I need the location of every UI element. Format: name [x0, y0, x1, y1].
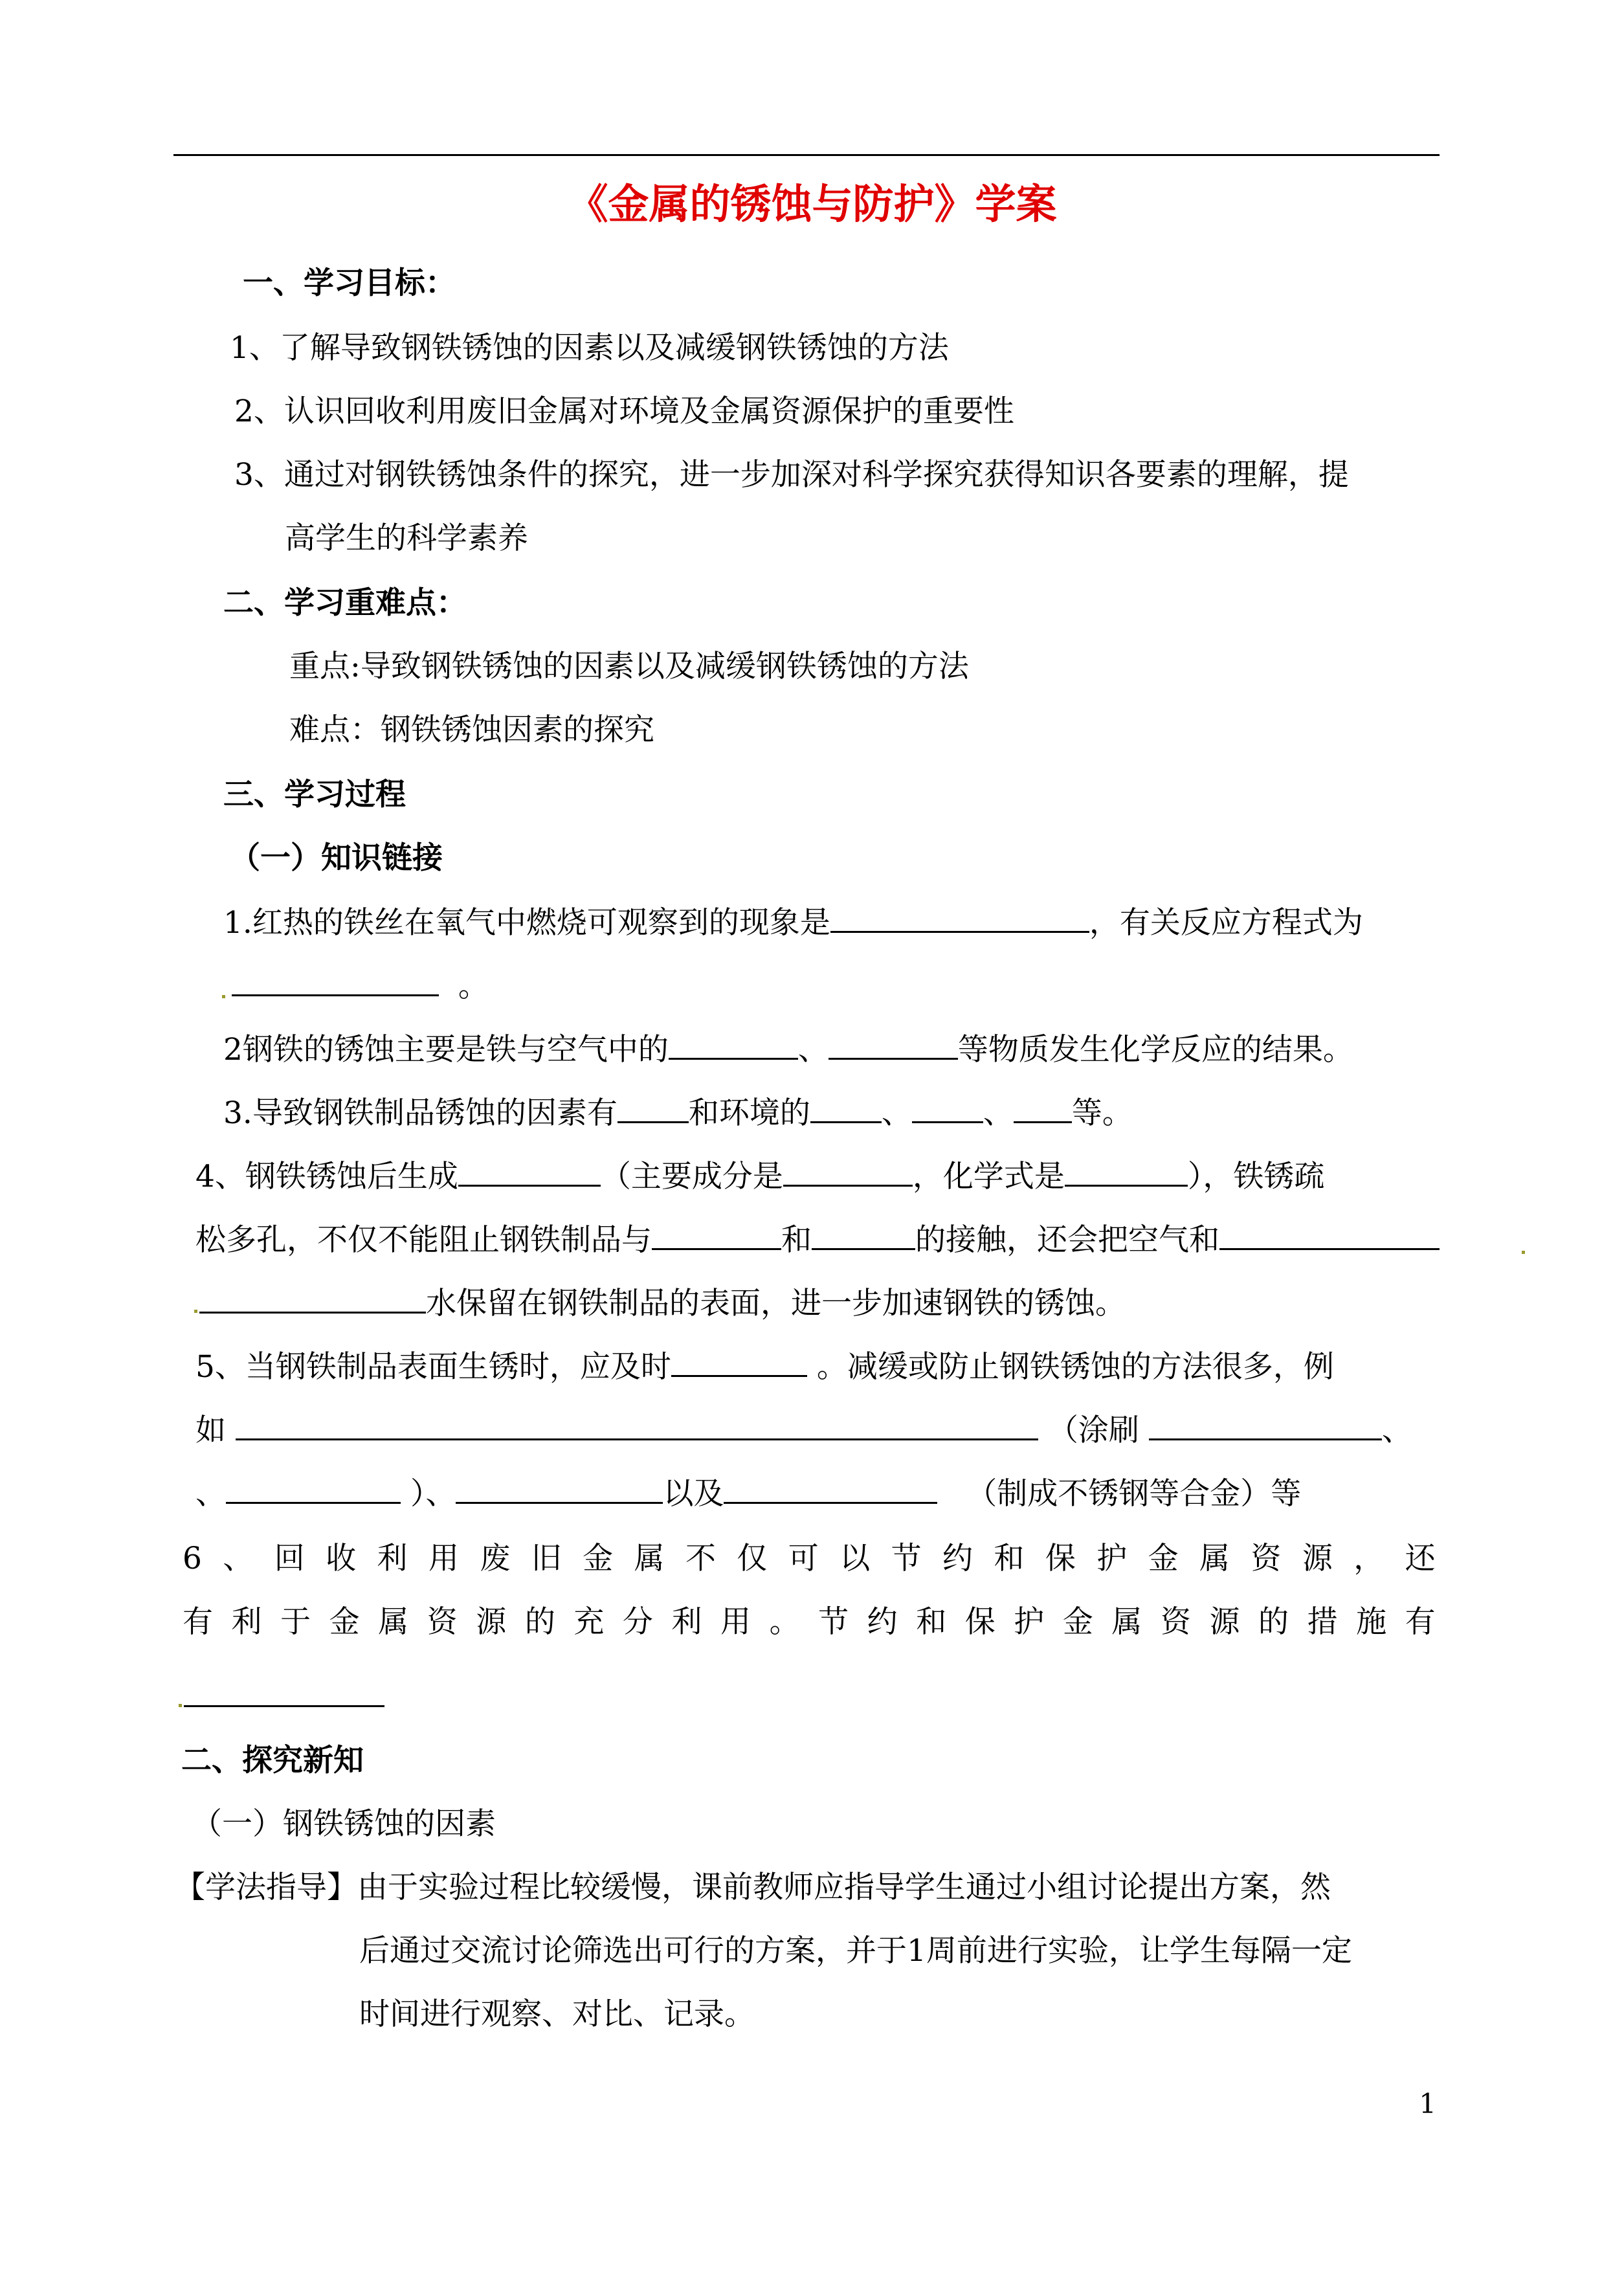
- question-6-char: 保: [1045, 1541, 1076, 1576]
- question-5-sep-2: 、: [195, 1476, 226, 1512]
- study-guide-text-3: 时间进行观察、对比、记录。: [359, 1997, 755, 2032]
- marker-dot: [1522, 1251, 1525, 1254]
- question-6-char: 收: [326, 1541, 357, 1576]
- answer-blank[interactable]: [456, 1473, 663, 1504]
- answer-blank[interactable]: [617, 1093, 689, 1123]
- marker-dot: [194, 1310, 197, 1313]
- section-heading-process: 三、学习过程: [223, 777, 406, 812]
- question-6-char: 资: [427, 1604, 458, 1640]
- answer-blank[interactable]: [226, 1473, 401, 1504]
- question-3-text-2: 和环境的: [688, 1095, 810, 1131]
- answer-blank[interactable]: [912, 1093, 983, 1123]
- question-4-text-2: （主要成分是: [600, 1159, 783, 1194]
- question-6-char: 废: [480, 1541, 511, 1576]
- question-5-line-2: [195, 1410, 1412, 1450]
- question-2: [223, 1029, 1353, 1069]
- question-6-char: 6: [183, 1541, 202, 1576]
- difficult-point: 难点：钢铁锈蚀因素的探究: [289, 712, 654, 748]
- question-6-char: ，: [1353, 1541, 1385, 1576]
- goal-item-2: 2、认识回收利用废旧金属对环境及金属资源保护的重要性: [234, 394, 1014, 429]
- section-heading-key-points: 二、学习重难点：: [223, 585, 467, 621]
- answer-blank[interactable]: [1014, 1093, 1072, 1123]
- question-6-char: 以: [840, 1541, 871, 1576]
- question-5-text-3: 如: [195, 1413, 226, 1448]
- marker-dot: [179, 1704, 182, 1707]
- question-6-char: 仅: [737, 1541, 768, 1576]
- question-6-char: 不: [685, 1541, 716, 1576]
- question-4-text-7: 的接触，还会把空气和: [915, 1222, 1219, 1258]
- question-6-char: 旧: [531, 1541, 562, 1576]
- answer-blank[interactable]: [184, 1677, 384, 1707]
- question-6-char: 利: [671, 1604, 702, 1640]
- question-6-char: 属: [634, 1541, 665, 1576]
- question-2-text-2: 等物质发生化学反应的结果。: [957, 1032, 1353, 1068]
- question-1-line-2: [232, 966, 489, 1006]
- question-4: [195, 1156, 1324, 1196]
- study-guide-text-2: 后通过交流讨论筛选出可行的方案，并于1周前进行实验，让学生每隔一定: [359, 1933, 1352, 1969]
- question-6-char: 保: [964, 1604, 996, 1640]
- answer-blank[interactable]: [1149, 1410, 1382, 1440]
- question-1: [223, 902, 1363, 943]
- question-6-char: 资: [1160, 1604, 1191, 1640]
- question-6-char: 护: [1096, 1541, 1128, 1576]
- question-6-char: 可: [788, 1541, 819, 1576]
- section-heading-goals: 一、学习目标：: [243, 265, 456, 301]
- question-6-char: 分: [622, 1604, 653, 1640]
- question-6-char: 的: [524, 1604, 555, 1640]
- question-1-text-2: ，有关反应方程式为: [1089, 905, 1363, 941]
- goal-item-3: 3、通过对钢铁锈蚀条件的探究，进一步加深对科学探究获得知识各要素的理解，提: [234, 457, 1349, 493]
- answer-blank[interactable]: [830, 902, 1089, 933]
- question-4-text-4: ），铁锈疏: [1187, 1159, 1325, 1194]
- question-3-sep-2: 、: [983, 1095, 1014, 1131]
- answer-blank[interactable]: [232, 966, 439, 996]
- question-6-char: 源: [1302, 1541, 1333, 1576]
- question-3: [223, 1093, 1133, 1133]
- question-6-char: 、: [223, 1541, 254, 1576]
- goal-item-1: 1、了解导致钢铁锈蚀的因素以及减缓钢铁锈蚀的方法: [230, 330, 949, 366]
- answer-blank[interactable]: [1065, 1156, 1188, 1187]
- question-5: [195, 1347, 1334, 1387]
- question-4-line-2: [195, 1220, 1440, 1260]
- question-6-char: 回: [274, 1541, 305, 1576]
- page-number: 1: [1419, 2088, 1436, 2120]
- study-guide-label: 【学法指导】: [175, 1870, 357, 1905]
- question-1-end: 。: [458, 968, 489, 1004]
- question-4-text-6: 和: [781, 1222, 812, 1258]
- question-6-char: 和: [916, 1604, 947, 1640]
- question-6-char: 充: [573, 1604, 605, 1640]
- question-6-char: 节: [818, 1604, 849, 1640]
- question-6-char: 还: [1405, 1541, 1436, 1576]
- question-5-text-5: ）、: [410, 1476, 456, 1512]
- question-6-char: 于: [280, 1604, 311, 1640]
- answer-blank[interactable]: [199, 1283, 426, 1314]
- question-6-line-2: [183, 1603, 1436, 1642]
- question-6-char: 的: [1258, 1604, 1289, 1640]
- question-5-text-7: （制成不锈钢等合金）等: [966, 1476, 1302, 1512]
- question-3-text: 3.导致钢铁制品锈蚀的因素有: [223, 1095, 617, 1131]
- question-4-text-3: ，化学式是: [912, 1159, 1065, 1194]
- question-6-char: 属: [1199, 1541, 1230, 1576]
- question-5-text-6: 以及: [663, 1476, 724, 1512]
- question-6-char: 金: [329, 1604, 360, 1640]
- key-point: 重点:导致钢铁锈蚀的因素以及减缓钢铁锈蚀的方法: [289, 649, 969, 684]
- question-6-line-3: [184, 1677, 384, 1717]
- answer-blank[interactable]: [829, 1029, 958, 1060]
- section-heading-explore: 二、探究新知: [181, 1743, 364, 1778]
- question-6-char: 和: [994, 1541, 1025, 1576]
- question-6-char: 施: [1356, 1604, 1387, 1640]
- document-title: 《金属的锈蚀与防护》学案: [567, 181, 1057, 228]
- answer-blank[interactable]: [652, 1220, 781, 1250]
- subsection-rust-factors: （一）钢铁锈蚀的因素: [192, 1806, 496, 1842]
- question-3-sep: 、: [881, 1095, 912, 1131]
- answer-blank[interactable]: [812, 1220, 915, 1250]
- question-6-char: 源: [476, 1604, 507, 1640]
- question-4-text-8: 水保留在钢铁制品的表面，进一步加速钢铁的锈蚀。: [426, 1286, 1126, 1321]
- question-6-line-1: [183, 1539, 1436, 1578]
- question-3-end: 等。: [1071, 1095, 1133, 1131]
- answer-blank[interactable]: [669, 1029, 798, 1060]
- question-6-char: 。: [769, 1604, 800, 1640]
- question-5-text: 5、当钢铁制品表面生锈时，应及时: [195, 1349, 671, 1385]
- question-6-char: 利: [231, 1604, 262, 1640]
- question-6-char: 用: [428, 1541, 459, 1576]
- question-6-char: 节: [891, 1541, 922, 1576]
- question-6-char: 金: [583, 1541, 614, 1576]
- question-5-text-4: （涂刷: [1047, 1413, 1139, 1448]
- question-6-char: 护: [1014, 1604, 1045, 1640]
- question-6-char: 金: [1148, 1541, 1179, 1576]
- answer-blank[interactable]: [783, 1156, 913, 1187]
- question-6-char: 属: [1111, 1604, 1142, 1640]
- question-2-text: 2钢铁的锈蚀主要是铁与空气中的: [223, 1032, 669, 1068]
- question-6-char: 资: [1251, 1541, 1282, 1576]
- marker-dot: [222, 995, 225, 998]
- question-4-text: 4、钢铁锈蚀后生成: [195, 1159, 458, 1194]
- question-2-sep: 、: [797, 1032, 829, 1068]
- question-6-char: 约: [942, 1541, 973, 1576]
- header-rule: [173, 154, 1440, 156]
- question-6-char: 利: [377, 1541, 408, 1576]
- question-6-char: 属: [378, 1604, 409, 1640]
- question-1-text: 1.红热的铁丝在氧气中燃烧可观察到的现象是: [223, 905, 830, 941]
- question-4-text-5: 松多孔，不仅不能阻止钢铁制品与: [195, 1222, 652, 1258]
- goal-item-3-continued: 高学生的科学素养: [285, 520, 528, 556]
- question-6-char: 措: [1307, 1604, 1338, 1640]
- answer-blank[interactable]: [810, 1093, 882, 1123]
- question-5-text-2: 。减缓或防止钢铁锈蚀的方法很多，例: [816, 1349, 1334, 1385]
- question-6-char: 约: [867, 1604, 898, 1640]
- question-5-line-3: [195, 1473, 1301, 1514]
- answer-blank[interactable]: [236, 1410, 1038, 1440]
- question-4-line-3: [199, 1283, 1126, 1323]
- question-6-char: 有: [1405, 1604, 1436, 1640]
- answer-blank[interactable]: [671, 1347, 807, 1377]
- question-6-char: 金: [1062, 1604, 1093, 1640]
- question-6-char: 用: [720, 1604, 751, 1640]
- answer-blank[interactable]: [458, 1156, 601, 1187]
- study-guide-text-1: 由于实验过程比较缓慢，课前教师应指导学生通过小组讨论提出方案，然: [357, 1870, 1331, 1905]
- question-5-sep: 、: [1381, 1413, 1412, 1448]
- study-guide: [175, 1868, 1331, 1907]
- subsection-knowledge-link: （一）知识链接: [230, 840, 443, 876]
- answer-blank[interactable]: [724, 1473, 937, 1504]
- question-6-char: 有: [183, 1604, 213, 1640]
- question-6-char: 源: [1209, 1604, 1240, 1640]
- answer-blank[interactable]: [1219, 1220, 1440, 1250]
